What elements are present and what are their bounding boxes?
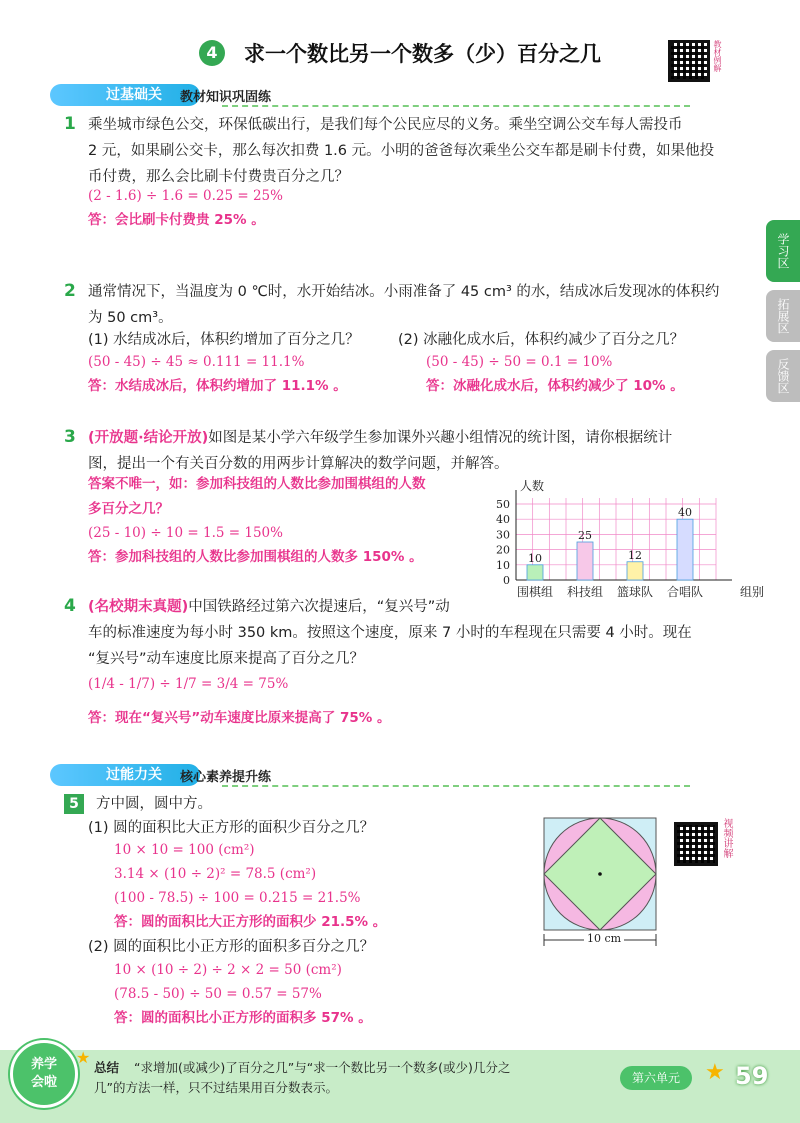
- x-tick-label: 科技组: [566, 585, 604, 599]
- question-2: [88, 279, 748, 331]
- question-4: [88, 594, 748, 672]
- x-tick-label: 围棋组: [516, 585, 554, 599]
- question-5-calc2b: (78.5 - 50) ÷ 50 = 0.57 = 57%: [114, 986, 322, 1002]
- page-number: 59: [735, 1062, 769, 1090]
- tab-extend[interactable]: 拓展区: [766, 290, 800, 342]
- section-divider: [222, 785, 690, 787]
- bar-value-label: 40: [678, 506, 692, 520]
- star-icon: ★: [705, 1060, 725, 1085]
- y-tick-label: 10: [496, 558, 510, 572]
- footer-badge: [10, 1040, 78, 1108]
- question-4-tag: (名校期末真题): [88, 599, 189, 615]
- question-2-line: 为 50 cm³。: [88, 310, 173, 326]
- tab-study[interactable]: 学习区: [766, 220, 800, 282]
- center-point: [598, 872, 602, 876]
- question-5-calc1c: (100 - 78.5) ÷ 100 = 0.215 = 21.5%: [114, 890, 361, 906]
- question-3-number: 3: [64, 427, 76, 447]
- y-tick-label: 40: [496, 513, 510, 527]
- question-3-answer-line: 多百分之几？: [88, 501, 169, 517]
- tab-feedback[interactable]: 反馈区: [766, 350, 800, 402]
- question-4-line: 车的标准速度为每小时 350 km。按照这个速度，原来 7 小时的车程现在只需要 4 小时。现在: [88, 625, 692, 641]
- summary-title: 总结: [94, 1060, 120, 1075]
- question-2-answer2: 答：冰融化成水后，体积约减少了 10% 。: [426, 378, 684, 394]
- question-2-sub2: (2) 冰融化成水后，体积约减少了百分之几？: [398, 332, 685, 348]
- question-5-answer1: 答：圆的面积比大正方形的面积少 21.5% 。: [114, 914, 387, 930]
- question-4-number: 4: [64, 596, 76, 616]
- question-3-answer-question: [88, 472, 488, 522]
- page-title: 求一个数比另一个数多（少）百分之几: [244, 42, 602, 66]
- section-ability-label: 过能力关: [50, 764, 200, 786]
- x-tick-label: 篮球队: [616, 585, 654, 599]
- figure-dimension-label: 10 cm: [584, 932, 624, 945]
- summary-line: 几”的方法一样，只不过结果用百分数表示。: [94, 1080, 338, 1095]
- question-1-answer: 答：会比刷卡付费贵 25% 。: [88, 212, 265, 228]
- question-5-sub1: (1) 圆的面积比大正方形的面积少百分之几？: [88, 820, 375, 836]
- section-ability: [50, 764, 750, 786]
- bar: [627, 562, 643, 580]
- x-axis-label: 组别: [740, 585, 765, 599]
- question-5-answer2: 答：圆的面积比小正方形的面积多 57% 。: [114, 1010, 372, 1026]
- video-qr-icon[interactable]: [674, 822, 718, 866]
- square-circle-figure: [538, 814, 662, 950]
- summary-line: “求增加(或减少)了百分之几”与“求一个数比另一个数多(或少)几分之: [134, 1060, 511, 1075]
- question-4-answer: 答：现在“复兴号”动车速度比原来提高了 75% 。: [88, 710, 391, 726]
- section-basic-label: 过基础关: [50, 84, 200, 106]
- y-tick-label: 30: [496, 528, 510, 542]
- bar-value-label: 10: [528, 551, 542, 565]
- question-1: [88, 112, 748, 190]
- footer-badge-text: 养学会啦: [30, 1057, 57, 1090]
- qr-code-icon[interactable]: [668, 40, 710, 82]
- section-ability-subtitle: 核心素养提升练: [180, 770, 272, 785]
- question-2-number: 2: [64, 281, 76, 301]
- question-5-calc2a: 10 × (10 ÷ 2) ÷ 2 × 2 = 50 (cm²): [114, 962, 342, 978]
- y-tick-label: 50: [496, 498, 510, 511]
- question-5-calc1b: 3.14 × (10 ÷ 2)² = 78.5 (cm²): [114, 866, 317, 882]
- qr-label: 教材例解: [713, 40, 722, 72]
- question-1-line: 币付费，那么会比刷卡付费贵百分之几？: [88, 169, 349, 185]
- bar: [677, 519, 693, 580]
- bar: [527, 565, 543, 580]
- question-3-tag: (开放题·结论开放): [88, 430, 209, 446]
- y-tick-label: 0: [503, 574, 510, 587]
- question-2-calc2: (50 - 45) ÷ 50 = 0.1 = 10%: [426, 354, 613, 370]
- video-label: 视频讲解: [721, 818, 732, 858]
- section-divider: [222, 105, 690, 107]
- section-basic-subtitle: 教材知识巩固练: [180, 90, 272, 105]
- question-5-sub2: (2) 圆的面积比小正方形的面积多百分之几？: [88, 939, 375, 955]
- question-5-calc1a: 10 × 10 = 100 (cm²): [114, 842, 255, 858]
- unit-label: 第六单元: [620, 1066, 692, 1090]
- bar-value-label: 12: [628, 548, 642, 562]
- lesson-number: 4: [199, 40, 225, 66]
- question-4-line: “复兴号”动车速度比原来提高了百分之几？: [88, 651, 365, 667]
- bar-value-label: 25: [578, 529, 592, 542]
- question-3-line: 图，提出一个有关百分数的用两步计算解决的数学问题，并解答。: [88, 456, 509, 472]
- section-basic: [50, 84, 750, 106]
- question-4-line: 中国铁路经过第六次提速后，“复兴号”动: [188, 599, 450, 615]
- question-1-line: 乘坐城市绿色公交，环保低碳出行，是我们每个公民应尽的义务。乘坐空调公交车每人需投币: [88, 117, 683, 133]
- x-tick-label: 合唱队: [666, 585, 704, 599]
- question-5-text: 方中圆，圆中方。: [96, 796, 212, 812]
- question-2-calc1: (50 - 45) ÷ 45 ≈ 0.111 = 11.1%: [88, 354, 305, 370]
- question-1-line: 2 元，如果刷公交卡，那么每次扣费 1.6 元。小明的爸爸每次乘坐公交车都是刷卡付费，如果他投: [88, 143, 715, 159]
- question-1-calc: (2 - 1.6) ÷ 1.6 = 0.25 = 25%: [88, 188, 283, 204]
- question-3-answer-line: 答案不唯一，如：参加科技组的人数比参加围棋组的人数: [88, 476, 426, 492]
- question-1-number: 1: [64, 114, 76, 134]
- bar: [577, 542, 593, 580]
- question-2-sub1: (1) 水结成冰后，体积约增加了百分之几？: [88, 332, 360, 348]
- star-icon: ★: [76, 1048, 91, 1067]
- bar-chart: [480, 468, 765, 608]
- question-3-answer: 答：参加科技组的人数比参加围棋组的人数多 150% 。: [88, 549, 423, 565]
- question-2-answer1: 答：水结成冰后，体积约增加了 11.1% 。: [88, 378, 347, 394]
- question-3-line: 如图是某小学六年级学生参加课外兴趣小组情况的统计图，请你根据统计: [208, 430, 673, 446]
- question-5-number: 5: [64, 794, 84, 814]
- y-tick-label: 20: [496, 543, 510, 557]
- question-2-line: 通常情况下，当温度为 0 ℃时，水开始结冰。小雨准备了 45 cm³ 的水，结成冰后发现冰的体积约: [88, 284, 720, 300]
- question-4-calc: (1/4 - 1/7) ÷ 1/7 = 3/4 = 75%: [88, 676, 289, 692]
- question-3-calc: (25 - 10) ÷ 10 = 1.5 = 150%: [88, 525, 283, 541]
- y-axis-label: 人数: [520, 479, 545, 493]
